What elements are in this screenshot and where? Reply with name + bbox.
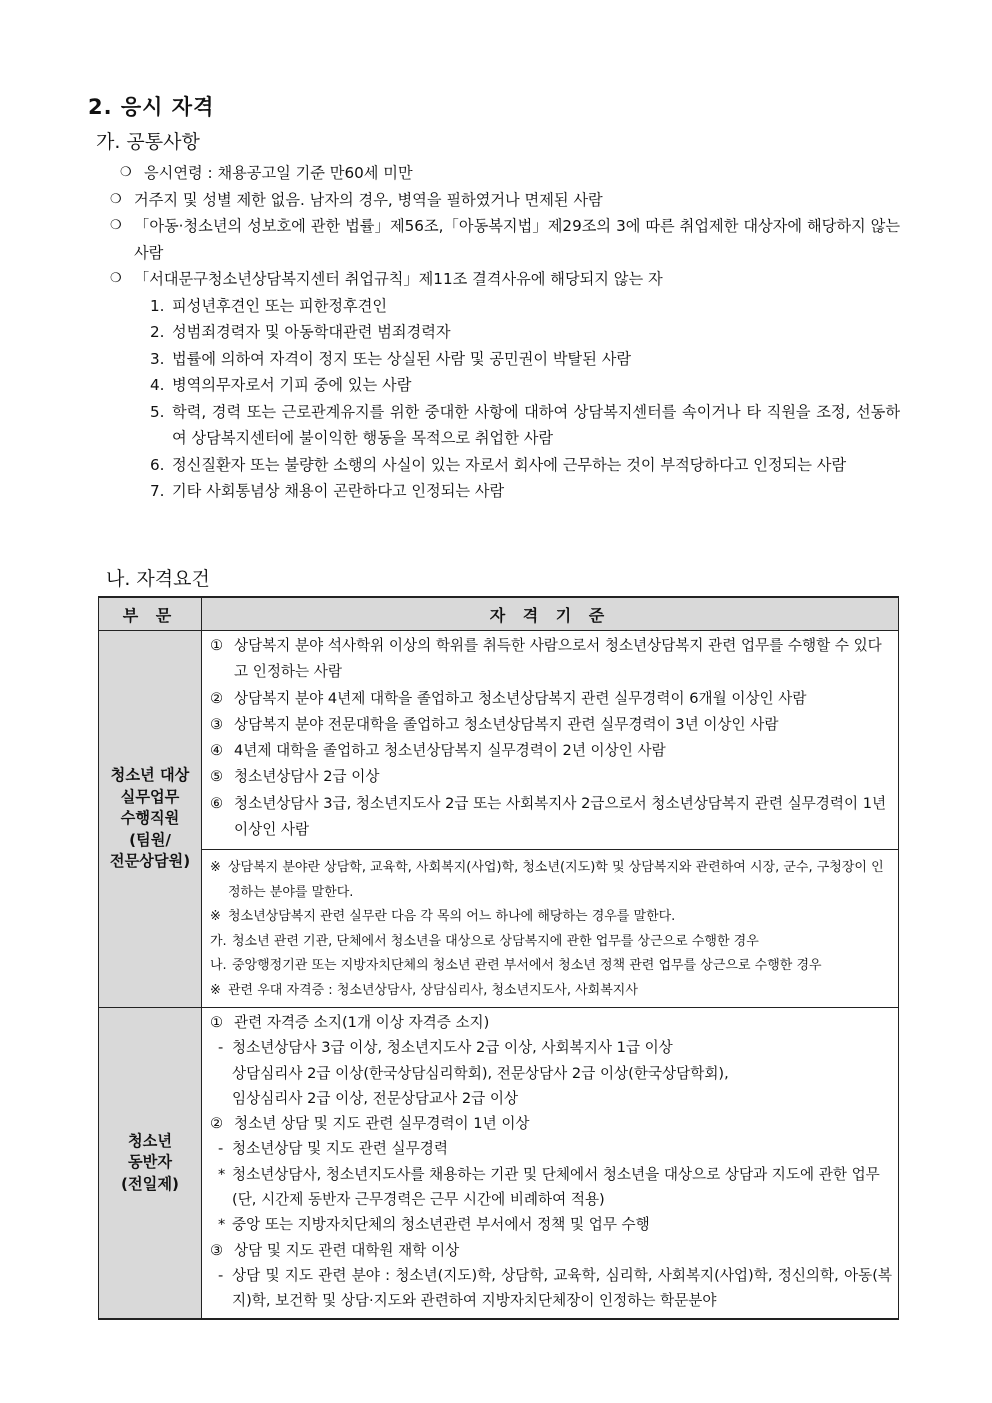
criteria-item: ③ 상담 및 지도 관련 대학원 재학 이상 bbox=[210, 1241, 460, 1259]
disqualification-item bbox=[110, 346, 900, 373]
table-row bbox=[99, 631, 899, 850]
criteria-subitem: - 청소년상담사 3급 이상, 청소년지도사 2급 이상, 사회복지사 1급 이상 bbox=[218, 1039, 673, 1057]
note-item: ※ 상담복지 분야란 상담학, 교육학, 사회복지(사업)학, 청소년(지도)학 및 상담복지와 관련하여 시장, 군수, 구청장이 인정하는 분야를 말한다. bbox=[210, 860, 884, 900]
note-item: ※ 관련 우대 자격증 : 청소년상담사, 상담심리사, 청소년지도사, 사회복지사 bbox=[210, 982, 638, 998]
criteria-cell bbox=[202, 1008, 899, 1319]
criteria-subitem: * 중앙 또는 지방자치단체의 청소년관련 부서에서 정책 및 업무 수행 bbox=[218, 1216, 650, 1234]
disqualification-item bbox=[110, 319, 900, 346]
table-header-row bbox=[99, 597, 899, 631]
column-header-department: 부 문 bbox=[99, 597, 202, 631]
criteria-subitem: * 청소년상담사, 청소년지도사를 채용하는 기관 및 단체에서 청소년을 대상으로 상담과 지도에 관한 업무(단, 시간제 동반자 근무경력은 근무 시간에 비례하여 적용) bbox=[218, 1165, 880, 1209]
criteria-item: ② 청소년 상담 및 지도 관련 실무경력이 1년 이상 bbox=[210, 1115, 530, 1133]
item-text: 성범죄경력자 및 아동학대관련 범죄경력자 bbox=[172, 323, 451, 341]
criteria-item: ⑤ 청소년상담사 2급 이상 bbox=[210, 768, 380, 786]
circle-bullet-icon: ❍ bbox=[110, 271, 122, 286]
bullet-work-rules bbox=[110, 266, 900, 293]
note-item: ※ 청소년상담복지 관련 실무란 다음 각 목의 어느 하나에 해당하는 경우를 말한다. bbox=[210, 909, 676, 924]
criteria-continuation: 임상심리사 2급 이상, 전문상담교사 2급 이상 bbox=[232, 1089, 519, 1107]
note-item: 가. 청소년 관련 기관, 단체에서 청소년을 대상으로 상담복지에 관한 업무를 상근으로 수행한 경우 bbox=[210, 933, 759, 949]
item-number: 4. bbox=[150, 376, 165, 394]
requirements-heading: 나. 자격요건 bbox=[106, 568, 210, 590]
bullet-text: 응시연령 : 채용공고일 기준 만60세 미만 bbox=[144, 164, 413, 182]
criteria-subitem: - 상담 및 지도 관련 분야 : 청소년(지도)학, 상담학, 교육학, 심리학, 사회복지(사업)학, 정신의학, 아동(복지)학, 보건학 및 상담·지도와 관련하여 지방자치단체장이 인정하는 학문분야 bbox=[218, 1266, 892, 1310]
bullet-text: 「서대문구청소년상담복지센터 취업규칙」제11조 결격사유에 해당되지 않는 자 bbox=[134, 270, 663, 288]
criteria-item: ① 관련 자격증 소지(1개 이상 자격증 소지) bbox=[210, 1014, 490, 1031]
common-requirements-list bbox=[110, 160, 900, 505]
disqualification-item bbox=[110, 372, 900, 399]
bullet-employment-restriction bbox=[110, 213, 900, 266]
note-item: 나. 중앙행정기관 또는 지방자치단체의 청소년 관련 부서에서 청소년 정책 관련 업무를 상근으로 수행한 경우 bbox=[210, 958, 822, 973]
item-text: 병역의무자로서 기피 중에 있는 사람 bbox=[172, 376, 412, 394]
item-text: 학력, 경력 또는 근로관계유지를 위한 중대한 사항에 대하여 상담복지센터를 속이거나 타 직원을 조정, 선동하여 상담복지센터에 불이익한 행동을 목적으로 취업한 사람 bbox=[172, 402, 900, 447]
requirements-table bbox=[98, 596, 899, 1320]
bullet-text: 「아동·청소년의 성보호에 관한 법률」제56조,「아동복지법」제29조의 3에 따른 취업제한 대상자에 해당하지 않는 사람 bbox=[134, 217, 900, 262]
criteria-item: ① 상담복지 분야 석사학위 이상의 학위를 취득한 사람으로서 청소년상담복지 관련 업무를 수행할 수 있다고 인정하는 사람 bbox=[210, 637, 882, 681]
item-text: 피성년후견인 또는 피한정후견인 bbox=[172, 296, 388, 315]
criteria-cell bbox=[202, 631, 899, 850]
item-number: 3. bbox=[150, 349, 165, 368]
notes-cell bbox=[202, 850, 899, 1008]
circle-bullet-icon: ❍ bbox=[120, 165, 132, 180]
item-number: 2. bbox=[150, 323, 165, 341]
item-text: 기타 사회통념상 채용이 곤란하다고 인정되는 사람 bbox=[172, 482, 505, 500]
criteria-continuation: 상담심리사 2급 이상(한국상담심리학회), 전문상담사 2급 이상(한국상담학회), bbox=[232, 1064, 729, 1082]
disqualification-item bbox=[110, 478, 900, 505]
criteria-item: ② 상담복지 분야 4년제 대학을 졸업하고 청소년상담복지 관련 실무경력이 6개월 이상인 사람 bbox=[210, 689, 807, 707]
item-text: 정신질환자 또는 불량한 소행의 사실이 있는 자로서 회사에 근무하는 것이 부적당하다고 인정되는 사람 bbox=[172, 455, 847, 474]
circle-bullet-icon: ❍ bbox=[110, 218, 122, 233]
column-header-criteria: 자 격 기 준 bbox=[202, 597, 899, 631]
bullet-text: 거주지 및 성별 제한 없음. 남자의 경우, 병역을 필하였거나 면제된 사람 bbox=[134, 190, 603, 209]
criteria-item: ⑥ 청소년상담사 3급, 청소년지도사 2급 또는 사회복지사 2급으로서 청소년상담복지 관련 실무경력이 1년 이상인 사람 bbox=[210, 794, 887, 839]
item-number: 1. bbox=[150, 296, 165, 315]
disqualification-item bbox=[110, 452, 900, 479]
category-youth-staff: 청소년 대상 실무업무 수행직원 (팀원/ 전문상담원) bbox=[99, 631, 202, 1008]
table-row bbox=[99, 1008, 899, 1319]
bullet-age bbox=[110, 160, 900, 187]
circle-bullet-icon: ❍ bbox=[110, 191, 122, 207]
common-heading: 가. 공통사항 bbox=[96, 131, 200, 153]
disqualification-item bbox=[110, 399, 900, 452]
criteria-subitem: - 청소년상담 및 지도 관련 실무경력 bbox=[218, 1140, 448, 1158]
item-number: 5. bbox=[150, 402, 165, 421]
item-text: 법률에 의하여 자격이 정지 또는 상실된 사람 및 공민권이 박탈된 사람 bbox=[172, 349, 632, 368]
disqualification-item bbox=[110, 293, 900, 320]
criteria-item: ③ 상담복지 분야 전문대학을 졸업하고 청소년상담복지 관련 실무경력이 3년 이상인 사람 bbox=[210, 715, 779, 733]
section-title: 2. 응시 자격 bbox=[88, 95, 215, 119]
bullet-residence bbox=[110, 187, 900, 214]
item-number: 6. bbox=[150, 455, 165, 474]
item-number: 7. bbox=[150, 482, 165, 500]
criteria-item: ④ 4년제 대학을 졸업하고 청소년상담복지 실무경력이 2년 이상인 사람 bbox=[210, 742, 666, 760]
table-row bbox=[99, 850, 899, 1008]
category-youth-companion: 청소년 동반자 (전일제) bbox=[99, 1008, 202, 1319]
